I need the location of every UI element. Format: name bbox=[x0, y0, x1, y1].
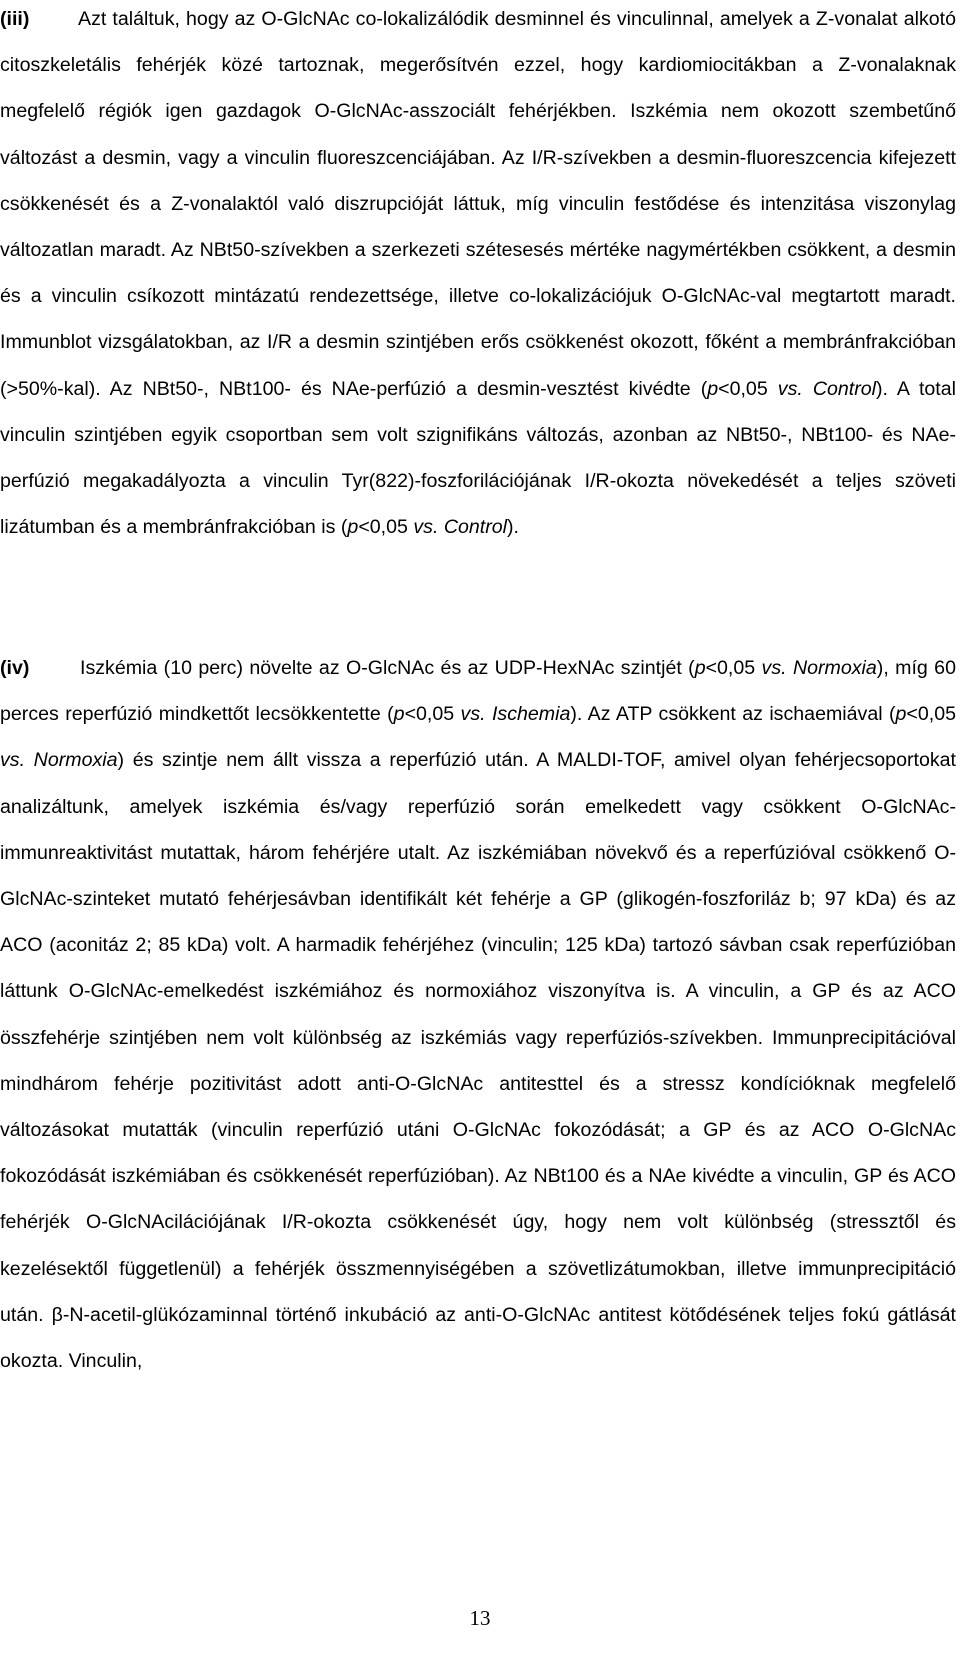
italic-segment: vs. Normoxia bbox=[761, 657, 877, 679]
text-segment: ). Az ATP csökkent az ischaemiával ( bbox=[570, 703, 896, 726]
text-segment: <0,05 bbox=[358, 516, 414, 539]
page-number: 13 bbox=[469, 1606, 491, 1630]
italic-segment: vs. Ischemia bbox=[460, 703, 571, 726]
italic-segment: p bbox=[694, 657, 706, 679]
paragraph-iv-body bbox=[0, 657, 956, 1372]
italic-segment: p bbox=[393, 703, 405, 726]
paragraph-label-iii: (iii) bbox=[0, 8, 30, 30]
paragraph-iv bbox=[0, 645, 956, 1384]
italic-segment: p bbox=[347, 516, 359, 539]
text-segment: <0,05 bbox=[906, 703, 956, 726]
italic-segment: p bbox=[707, 377, 719, 400]
text-segment: ). bbox=[507, 516, 519, 539]
text-segment: <0,05 bbox=[705, 657, 762, 679]
italic-segment: vs. Control bbox=[413, 516, 507, 539]
text-segment: ) és szintje nem állt vissza a reperfúzió után. A MALDI-TOF, amivel olyan fehérjecsoportokat analizáltunk, amelyek iszkémia és/vagy reperfúzió során emelkedett vagy csökkent O-GlcNAc-immunreaktivitást mutattak, három fehérjére utalt. Az iszkémiában növekvő és a reperfúzióval csökkenő O-GlcNAc-szinteket mutató fehérjesávban identifikált két fehérje a GP (glikogén-foszforiláz b; 97 kDa) és az ACO (aconitáz 2; 85 kDa) volt. A harmadik fehérjéhez (vinculin; 125 kDa) tartozó sávban csak reperfúzióban láttunk O-GlcNAc-emelkedést iszkémiához és normoxiához viszonyítva is. A vinculin, a GP és az ACO összfehérje szintjében nem volt különbség az iszkémiás vagy reperfúziós-szívekben. Immunprecipitációval mindhárom fehérje pozitivitást adott anti-O-GlcNAc antitesttel és a stressz kondícióknak megfelelő változásokat mutatták (vinculin reperfúzió utáni O-GlcNAc fokozódását; a GP és az ACO O-GlcNAc fokozódását iszkémiában és csökkenését reperfúzióban). Az NBt100 és a NAe kivédte a vinculin, GP és ACO fehérjék O-GlcNAcilációjának I/R-okozta csökkenését úgy, hogy nem volt különbség (stressztől és kezelésektől függetlenül) a fehérjék összmennyiségében a szövetlizátumokban, illetve immunprecipitáció után. β-N-acetil-glükózaminnal történő inkubáció az anti-O-GlcNAc antitest kötődésének teljes fokú gátlását okozta. Vinculin, bbox=[0, 749, 956, 1373]
italic-segment: p bbox=[895, 703, 907, 726]
text-segment: ), míg 60 perces reperfúzió mindkettőt lecsökkentette ( bbox=[0, 657, 956, 726]
text-segment: ). A total vinculin szintjében egyik csoportban sem volt szignifikáns változás, azonban az NBt50-, NBt100- és NAe-perfúzió megakadályozta a vinculin Tyr(822)-foszforilációjának I/R-okozta növekedését a teljes szöveti lizátumban és a membránfrakcióban is ( bbox=[0, 377, 956, 539]
paragraph-iii bbox=[0, 0, 956, 550]
text-segment: Iszkémia (10 perc) növelte az O-GlcNAc és az UDP-HexNAc szintjét ( bbox=[80, 657, 695, 679]
text-segment: <0,05 bbox=[404, 703, 461, 726]
italic-segment: vs. Control bbox=[777, 377, 877, 400]
paragraph-iii-body bbox=[0, 8, 956, 538]
text-segment: Azt találtuk, hogy az O-GlcNAc co-lokalizálódik desminnel és vinculinnal, amelyek a Z-vonalat alkotó citoszkeletális fehérjék közé tartoznak, megerősítvén ezzel, hogy kardiomiocitákban a Z-vonalaknak megfelelő régiók igen gazdagok O-GlcNAc-asszociált fehérjékben. Iszkémia nem okozott szembetűnő változást a desmin, vagy a vinculin fluoreszcenciájában. Az I/R-szívekben a desmin-fluoreszcencia kifejezett csökkenését és a Z-vonalaktól való diszrupcióját láttuk, míg vinculin festődése és intenzitása viszonylag változatlan maradt. Az NBt50-szívekben a szerkezeti szétesesés mértéke nagymértékben csökkent, a desmin és a vinculin csíkozott mintázatú rendezettsége, illetve co-lokalizációjuk O-GlcNAc-val megtartott maradt. Immunblot vizsgálatokban, az I/R a desmin szintjében erős csökkenést okozott, főként a membránfrakcióban (>50%-kal). Az NBt50-, NBt100- és NAe-perfúzió a desmin-vesztést kivédte ( bbox=[0, 8, 956, 400]
paragraph-label-iv: (iv) bbox=[0, 657, 30, 679]
italic-segment: vs. Normoxia bbox=[0, 749, 118, 772]
text-segment: <0,05 bbox=[718, 377, 778, 400]
